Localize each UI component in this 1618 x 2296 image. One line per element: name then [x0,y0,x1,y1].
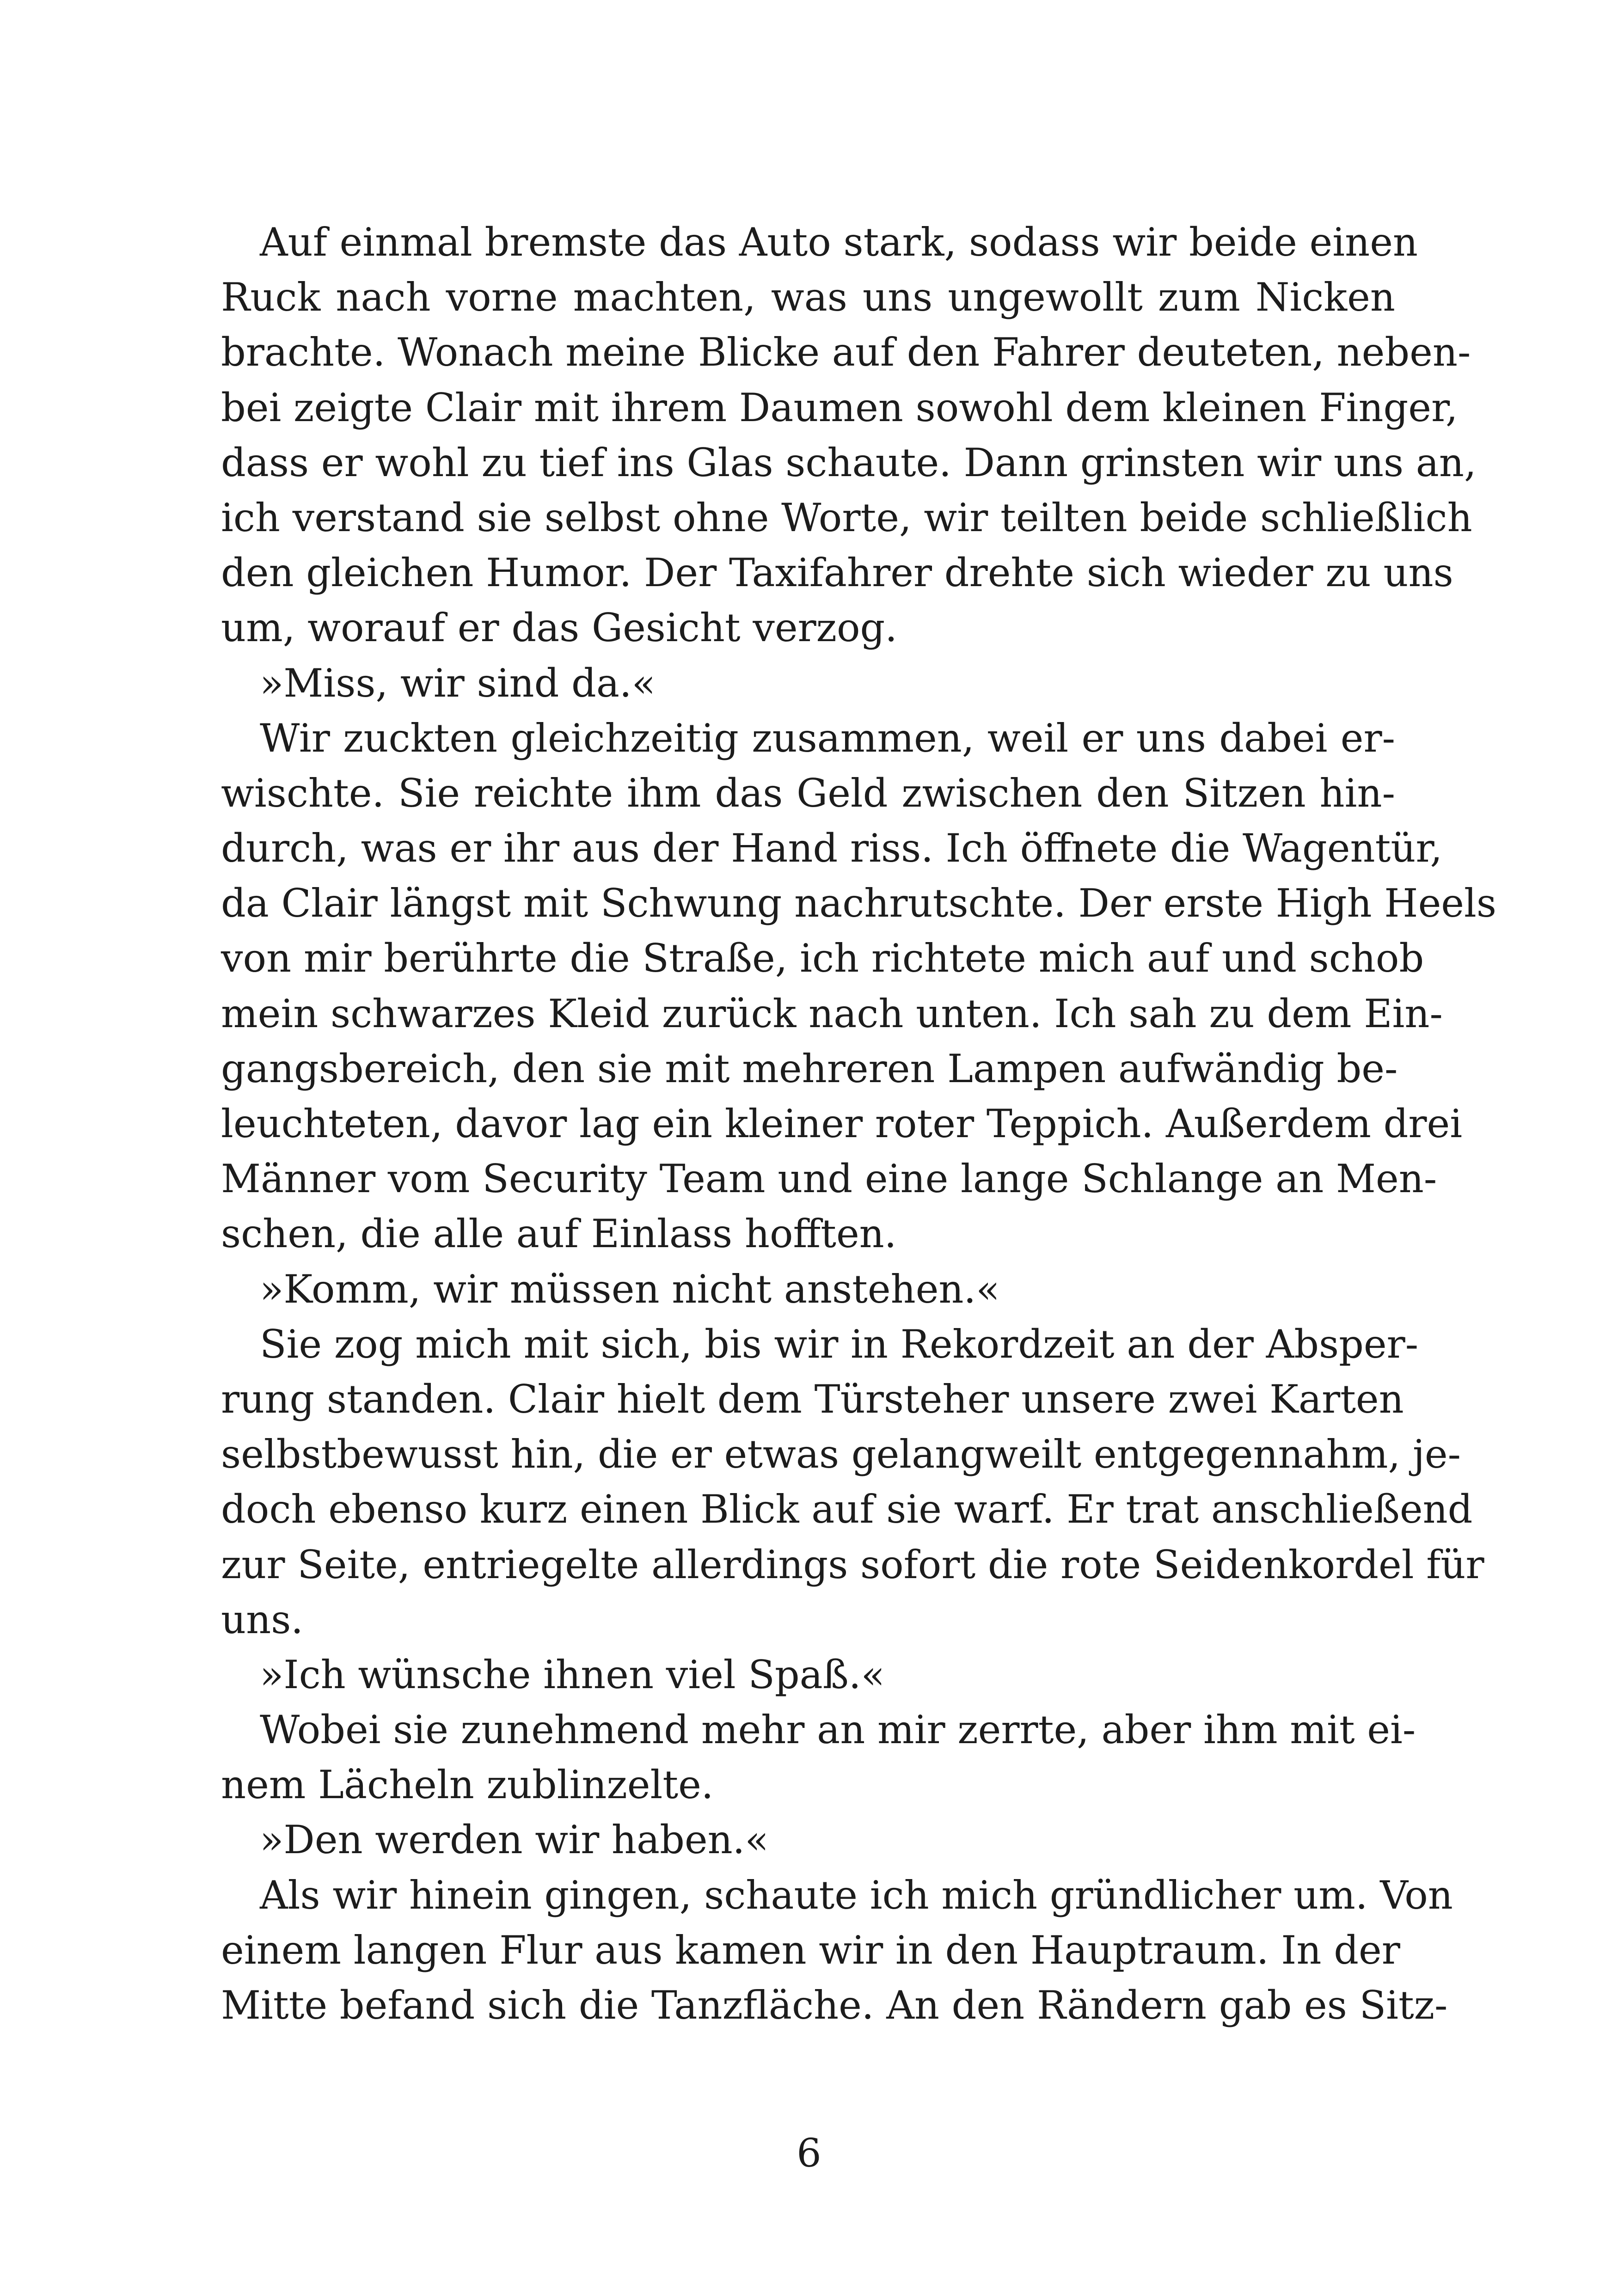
text-line: brachte. Wonach meine Blicke auf den Fahrer deuteten, neben- [221,330,1471,375]
text-line: durch, was er ihr aus der Hand riss. Ich öffnete die Wagentür, [221,826,1443,871]
text-line: da Clair längst mit Schwung nachrutschte. Der erste High Heels [221,881,1496,926]
text-line: ich verstand sie selbst ohne Worte, wir teilten beide schließlich [221,495,1472,540]
text-line: nem Lächeln zublinzelte. [221,1762,714,1808]
text-line: Männer vom Security Team und eine lange Schlange an Men- [221,1156,1437,1202]
page-number: 6 [797,2131,821,2176]
text-line: schen, die alle auf Einlass hofften. [221,1211,897,1257]
text-line: Ruck nach vorne machten, was uns ungewollt zum Nicken [221,275,1395,320]
text-line: dass er wohl zu tief ins Glas schaute. Dann grinsten wir uns an, [221,440,1477,485]
dialogue-line: »Den werden wir haben.« [260,1817,769,1863]
text-line: doch ebenso kurz einen Blick auf sie warf. Er trat anschließend [221,1487,1473,1532]
body-text [221,215,1496,2033]
dialogue-line: »Miss, wir sind da.« [260,660,656,706]
dialogue-line: »Komm, wir müssen nicht anstehen.« [260,1266,1000,1312]
text-line: wischte. Sie reichte ihm das Geld zwischen den Sitzen hin- [221,770,1395,816]
text-line: Wobei sie zunehmend mehr an mir zerrte, aber ihm mit ei- [260,1707,1416,1753]
text-line: Mitte befand sich die Tanzfläche. An den Rändern gab es Sitz- [221,1983,1448,2028]
dialogue-line: »Ich wünsche ihnen viel Spaß.« [260,1652,885,1697]
text-line: leuchteten, davor lag ein kleiner roter Teppich. Außerdem drei [221,1101,1463,1146]
text-line: einem langen Flur aus kamen wir in den Hauptraum. In der [221,1927,1400,1973]
text-line: Wir zuckten gleichzeitig zusammen, weil er uns dabei er- [260,715,1395,761]
text-line: bei zeigte Clair mit ihrem Daumen sowohl dem kleinen Finger, [221,385,1458,430]
text-line: um, worauf er das Gesicht verzog. [221,605,897,651]
text-line: zur Seite, entriegelte allerdings sofort die rote Seidenkordel für [221,1542,1484,1587]
text-line: uns. [221,1597,304,1642]
text-line: rung standen. Clair hielt dem Türsteher unsere zwei Karten [221,1376,1404,1422]
text-line: Auf einmal bremste das Auto stark, sodass wir beide einen [260,220,1418,265]
text-line: Als wir hinein gingen, schaute ich mich gründlicher um. Von [260,1872,1453,1918]
text-line: mein schwarzes Kleid zurück nach unten. Ich sah zu dem Ein- [221,991,1443,1036]
text-line: von mir berührte die Straße, ich richtete mich auf und schob [221,936,1424,981]
text-line: Sie zog mich mit sich, bis wir in Rekordzeit an der Absper- [260,1321,1419,1367]
text-line: selbstbewusst hin, die er etwas gelangweilt entgegennahm, je- [221,1432,1461,1477]
text-line: gangsbereich, den sie mit mehreren Lampen aufwändig be- [221,1046,1398,1091]
text-line: den gleichen Humor. Der Taxifahrer drehte sich wieder zu uns [221,550,1453,596]
